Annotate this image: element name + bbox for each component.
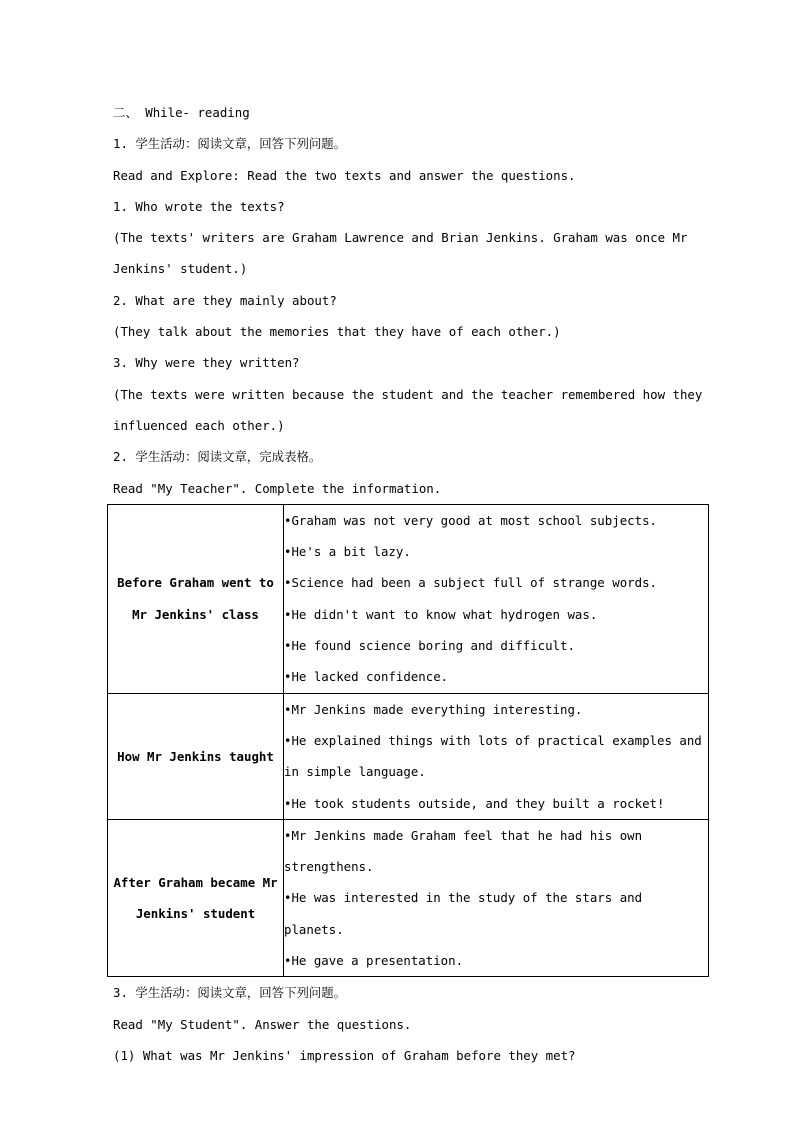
list-item: •He explained things with lots of practical examples and in simple language.: [284, 732, 702, 780]
answer-1: (The texts' writers are Graham Lawrence and Brian Jenkins. Graham was once Mr Jenkins' student.): [113, 230, 688, 277]
row-content: [284, 693, 709, 819]
list-item: •He took students outside, and they built a rocket!: [284, 795, 665, 811]
activity2-instruction: Read "My Teacher". Complete the information.: [113, 480, 442, 496]
info-table: [107, 504, 709, 977]
activity1-instruction: Read and Explore: Read the two texts and answer the questions.: [113, 167, 576, 183]
activity1-heading: 1. 学生活动：阅读文章，回答下列问题。: [113, 136, 347, 152]
list-item: •He found science boring and difficult.: [284, 638, 575, 654]
list-item: •He didn't want to know what hydrogen was.: [284, 606, 598, 622]
list-item: •He gave a presentation.: [284, 953, 464, 969]
activity3-instruction: Read "My Student". Answer the questions.: [113, 1016, 412, 1032]
row-label: After Graham became Mr Jenkins' student: [108, 819, 284, 976]
section-title: 二、 While- reading: [113, 105, 250, 120]
list-item: •Graham was not very good at most school subjects.: [284, 512, 657, 528]
table-row: [108, 819, 709, 976]
row-label: Before Graham went to Mr Jenkins' class: [108, 504, 284, 693]
row-content: [284, 504, 709, 693]
activity2-heading: 2. 学生活动：阅读文章，完成表格。: [113, 449, 322, 465]
activity3-question-1: (1) What was Mr Jenkins' impression of Graham before they met?: [113, 1047, 576, 1063]
question-2: 2. What are they mainly about?: [113, 292, 337, 308]
table-row: [108, 693, 709, 819]
document-page: [113, 97, 713, 1071]
question-3: 3. Why were they written?: [113, 355, 300, 371]
answer-2: (They talk about the memories that they have of each other.): [113, 324, 561, 340]
list-item: •He's a bit lazy.: [284, 544, 411, 560]
list-item: •Science had been a subject full of strange words.: [284, 575, 657, 591]
question-1: 1. Who wrote the texts?: [113, 198, 285, 214]
row-content: [284, 819, 709, 976]
activity3-heading: 3. 学生活动：阅读文章，回答下列问题。: [113, 985, 347, 1001]
list-item: •He lacked confidence.: [284, 669, 449, 685]
list-item: •He was interested in the study of the stars and planets.: [284, 890, 643, 937]
table-row: [108, 504, 709, 693]
row-label: How Mr Jenkins taught: [108, 693, 284, 819]
list-item: •Mr Jenkins made Graham feel that he had his own strengthens.: [284, 827, 643, 875]
list-item: •Mr Jenkins made everything interesting.: [284, 701, 583, 717]
answer-3: (The texts were written because the student and the teacher remembered how they influenced each other.): [113, 386, 703, 433]
